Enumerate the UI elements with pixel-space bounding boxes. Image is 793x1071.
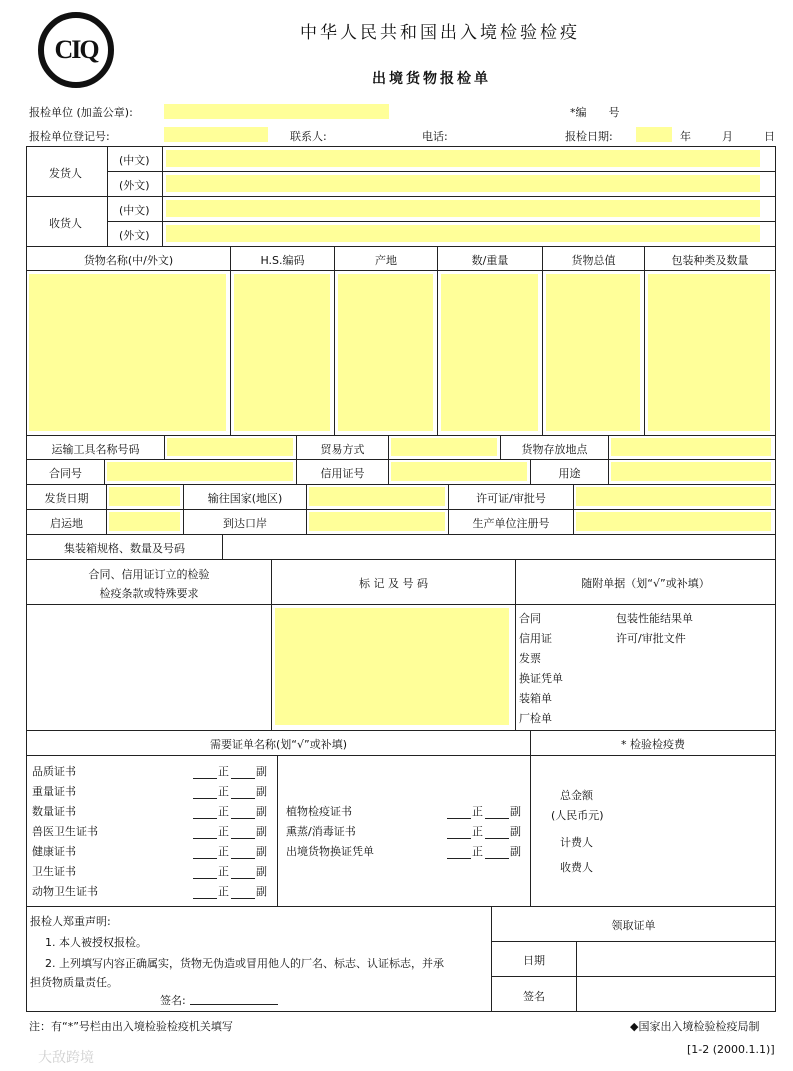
declaration-item2a: 2. 上列填写内容正确属实，货物无伪造或冒用他人的厂名、标志、认证标志，并承 (45, 957, 444, 970)
agency-title: 中华人民共和国出入境检验检疫 (300, 23, 580, 43)
dest-country-label: 输往国家(地区) (207, 492, 283, 505)
storage-label: 货物存放地点 (521, 443, 588, 456)
copy-blank[interactable] (231, 818, 255, 819)
lc-label: 信用证号 (320, 467, 365, 480)
consignee-cn-field[interactable] (166, 200, 760, 217)
doc-exchange-voucher[interactable]: 换证凭单 (519, 672, 563, 685)
copy-label: 副 (256, 825, 267, 838)
goods-quantity-field[interactable] (441, 274, 538, 431)
terms-label-line2: 检疫条款或特殊要求 (99, 587, 199, 600)
usage-field[interactable] (611, 462, 771, 481)
shipper-cn-field[interactable] (166, 150, 760, 167)
doc-lc[interactable]: 信用证 (519, 632, 552, 645)
producer-reg-label: 生产单位注册号 (472, 517, 550, 530)
vehicle-field[interactable] (167, 438, 293, 456)
goods-header-quantity: 数/重量 (471, 254, 509, 267)
orig-label: 正 (472, 845, 483, 858)
year-label: 年 (680, 130, 691, 143)
copy-blank[interactable] (485, 858, 509, 859)
consignee-en-field[interactable] (166, 225, 760, 242)
cert-animal-health[interactable]: 动物卫生证书 (32, 885, 98, 898)
orig-blank[interactable] (193, 838, 217, 839)
shipper-cn-label: (中文) (119, 154, 150, 167)
orig-blank[interactable] (193, 878, 217, 879)
arrival-port-label: 到达口岸 (223, 517, 267, 530)
copy-blank[interactable] (231, 838, 255, 839)
goods-header-value: 货物总值 (571, 254, 616, 267)
contact-label: 联系人: (290, 130, 327, 143)
declaration-title: 报检人郑重声明: (30, 915, 111, 928)
goods-hs-field[interactable] (234, 274, 330, 431)
arrival-port-field[interactable] (309, 512, 445, 531)
license-field[interactable] (576, 487, 771, 506)
goods-header-origin: 产地 (375, 254, 397, 267)
contract-label: 合同号 (49, 467, 82, 480)
receive-sign-label: 签名 (523, 990, 545, 1003)
orig-label: 正 (218, 805, 229, 818)
storage-field[interactable] (611, 438, 771, 456)
logo-text: CIQ (54, 35, 98, 64)
consignee-cn-label: (中文) (119, 204, 150, 217)
reg-field[interactable] (164, 127, 268, 142)
copy-label: 副 (256, 865, 267, 878)
cert-health[interactable]: 健康证书 (32, 845, 76, 858)
orig-blank[interactable] (193, 778, 217, 779)
trade-label: 贸易方式 (320, 443, 365, 456)
declaration-sign-label: 签名: (160, 994, 186, 1007)
phone-label: 电话: (422, 130, 448, 143)
copy-label: 副 (510, 805, 521, 818)
orig-blank[interactable] (193, 798, 217, 799)
copy-label: 副 (256, 765, 267, 778)
orig-label: 正 (218, 845, 229, 858)
ciq-logo (38, 12, 114, 88)
copy-blank[interactable] (231, 898, 255, 899)
goods-header-hs: H.S.编码 (260, 254, 305, 267)
docs-title: 随附单据（划“√”或补填） (581, 577, 710, 590)
goods-name-field[interactable] (29, 274, 226, 431)
goods-value-field[interactable] (546, 274, 640, 431)
license-label: 许可证/审批号 (476, 492, 546, 505)
goods-origin-field[interactable] (338, 274, 433, 431)
ship-date-label: 发货日期 (44, 492, 89, 505)
applicant-label: 报检单位 (加盖公章): (29, 106, 133, 119)
orig-blank[interactable] (447, 838, 471, 839)
copy-blank[interactable] (231, 858, 255, 859)
dest-country-field[interactable] (309, 487, 445, 506)
cert-quality[interactable]: 品质证书 (32, 765, 76, 778)
declaration-sign-line[interactable] (190, 1004, 278, 1005)
doc-invoice[interactable]: 发票 (519, 652, 541, 665)
origin-place-label: 启运地 (50, 517, 83, 530)
producer-reg-field[interactable] (576, 512, 771, 531)
fee-total-label: 总金额 (560, 789, 593, 802)
form-title: 出境货物报检单 (372, 71, 491, 87)
orig-label: 正 (218, 785, 229, 798)
copy-label: 副 (256, 885, 267, 898)
consignee-en-label: (外文) (119, 229, 150, 242)
goods-header-name: 货物名称(中/外文) (83, 254, 174, 267)
copy-blank[interactable] (231, 878, 255, 879)
cert-sanitary[interactable]: 卫生证书 (32, 865, 76, 878)
orig-blank[interactable] (193, 898, 217, 899)
fee-title: * 检验检疫费 (621, 738, 685, 751)
month-label: 月 (722, 130, 733, 143)
copy-label: 副 (256, 785, 267, 798)
orig-label: 正 (218, 825, 229, 838)
footer-note: 注：有“*”号栏由出入境检验检疫机关填写 (29, 1020, 233, 1033)
copy-label: 副 (510, 845, 521, 858)
terms-label-line1: 合同、信用证订立的检验 (88, 568, 210, 581)
goods-packing-field[interactable] (648, 274, 770, 431)
orig-blank[interactable] (193, 858, 217, 859)
lc-field[interactable] (391, 462, 527, 481)
declaration-item1: 1. 本人被授权报检。 (45, 936, 147, 949)
shipper-label: 发货人 (49, 167, 82, 180)
orig-label: 正 (218, 885, 229, 898)
origin-place-field[interactable] (109, 512, 180, 531)
applicant-field[interactable] (164, 104, 389, 119)
orig-blank[interactable] (193, 818, 217, 819)
copy-label: 副 (256, 805, 267, 818)
receive-cert-label: 领取证单 (611, 919, 656, 932)
orig-label: 正 (218, 765, 229, 778)
day-label: 日 (764, 130, 775, 143)
copy-blank[interactable] (485, 838, 509, 839)
cert-quantity[interactable]: 数量证书 (32, 805, 76, 818)
cert-weight[interactable]: 重量证书 (32, 785, 76, 798)
shipper-en-label: (外文) (119, 179, 150, 192)
marks-label: 标 记 及 号 码 (359, 577, 428, 590)
reg-label: 报检单位登记号: (29, 130, 110, 143)
cert-veterinary[interactable]: 兽医卫生证书 (32, 825, 98, 838)
doc-contract[interactable]: 合同 (519, 612, 541, 625)
cert-phytosanitary[interactable]: 植物检疫证书 (286, 805, 352, 818)
orig-blank[interactable] (447, 818, 471, 819)
doc-packing-list[interactable]: 装箱单 (519, 692, 552, 705)
cert-exchange-voucher[interactable]: 出境货物换证凭单 (286, 845, 374, 858)
doc-packing-performance[interactable]: 包装性能结果单 (616, 612, 693, 625)
orig-label: 正 (472, 805, 483, 818)
copy-label: 副 (256, 845, 267, 858)
certs-title: 需要证单名称(划“√”或补填) (210, 738, 347, 751)
cert-fumigation[interactable]: 熏蒸/消毒证书 (286, 825, 356, 838)
goods-header-packing: 包装种类及数量 (671, 254, 749, 267)
marks-field[interactable] (275, 608, 509, 725)
copy-blank[interactable] (231, 778, 255, 779)
shipper-en-field[interactable] (166, 175, 760, 192)
fee-currency-label: (人民币元) (551, 809, 604, 822)
fee-calculator-label: 计费人 (560, 836, 593, 849)
trade-field[interactable] (391, 438, 497, 456)
orig-label: 正 (472, 825, 483, 838)
date-field[interactable] (636, 127, 672, 142)
contract-field[interactable] (107, 462, 293, 481)
number-label: *编 号 (570, 106, 620, 119)
footer-code: [1-2 (2000.1.1)] (687, 1043, 775, 1056)
watermark: 大敌跨境 (38, 1050, 94, 1066)
copy-blank[interactable] (485, 818, 509, 819)
copy-blank[interactable] (231, 798, 255, 799)
declaration-item2b: 担货物质量责任。 (30, 976, 118, 989)
footer-issuer: ◆国家出入境检验检疫局制 (630, 1020, 760, 1033)
receive-date-label: 日期 (523, 954, 545, 967)
copy-label: 副 (510, 825, 521, 838)
vehicle-label: 运输工具名称号码 (51, 443, 140, 456)
ship-date-field[interactable] (109, 487, 180, 506)
container-label: 集装箱规格、数量及号码 (64, 542, 185, 555)
consignee-label: 收货人 (49, 217, 82, 230)
usage-label: 用途 (558, 467, 581, 480)
orig-label: 正 (218, 865, 229, 878)
date-label: 报检日期: (565, 130, 613, 143)
doc-factory-inspection[interactable]: 厂检单 (519, 712, 552, 725)
orig-blank[interactable] (447, 858, 471, 859)
fee-collector-label: 收费人 (560, 861, 593, 874)
doc-license-approval[interactable]: 许可/审批文件 (616, 632, 686, 645)
